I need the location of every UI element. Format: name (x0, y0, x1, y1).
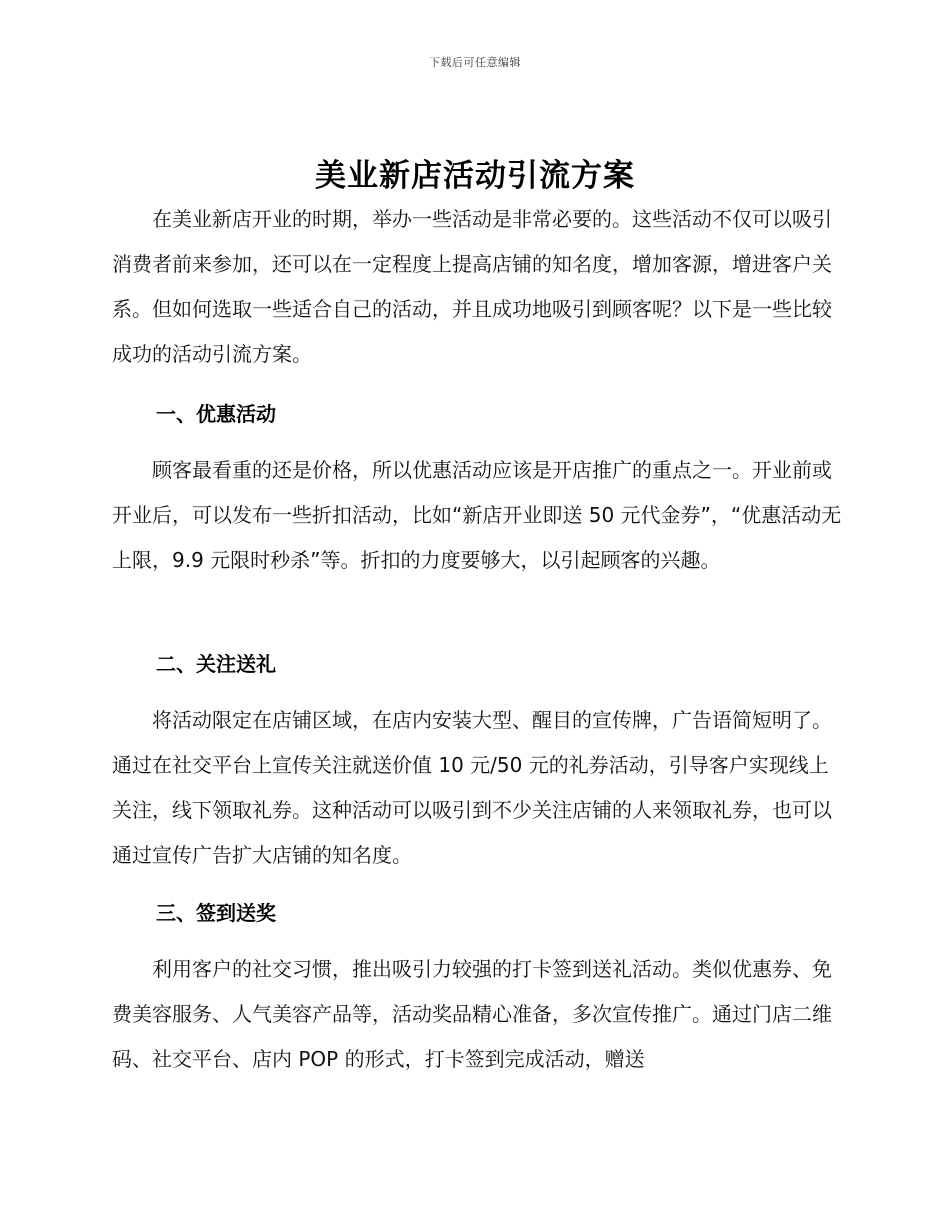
document-title: 美业新店活动引流方案 (315, 158, 635, 194)
header-note: 下载后可任意编辑 (429, 56, 521, 69)
section-heading-follow-gift: 二、关注送礼 (156, 652, 276, 676)
section-heading-discount: 一、优惠活动 (156, 402, 276, 426)
section-paragraph-follow-gift: 将活动限定在店铺区域，在店内安装大型、醒目的宣传牌，广告语简短明了。通过在社交平台上宣传关注就送价值 10 元/50 元的礼券活动，引导客户实现线上关注，线下领取礼券。这种活动可以吸引到不少关注店铺的人来领取礼券，也可以通过宣传广告扩大店铺的知名度。 (112, 708, 832, 867)
section-heading-checkin-prize: 三、签到送奖 (156, 901, 276, 925)
intro-paragraph: 在美业新店开业的时期，举办一些活动是非常必要的。这些活动不仅可以吸引消费者前来参加，还可以在一定程度上提高店铺的知名度，增加客源，增进客户关系。但如何选取一些适合自己的活动，并且成功地吸引到顾客呢？以下是一些比较成功的活动引流方案。 (112, 207, 832, 366)
section-paragraph-checkin-prize: 利用客户的社交习惯，推出吸引力较强的打卡签到送礼活动。类似优惠券、免费美容服务、人气美容产品等，活动奖品精心准备，多次宣传推广。通过门店二维码、社交平台、店内 POP 的形式，打卡签到完成活动，赠送 (112, 957, 832, 1071)
section-paragraph-discount: 顾客最看重的还是价格，所以优惠活动应该是开店推广的重点之一。开业前或开业后，可以发布一些折扣活动，比如“新店开业即送 50 元代金券”，“优惠活动无上限，9.9 元限时秒杀”等。折扣的力度要够大，以引起顾客的兴趣。 (112, 458, 842, 572)
